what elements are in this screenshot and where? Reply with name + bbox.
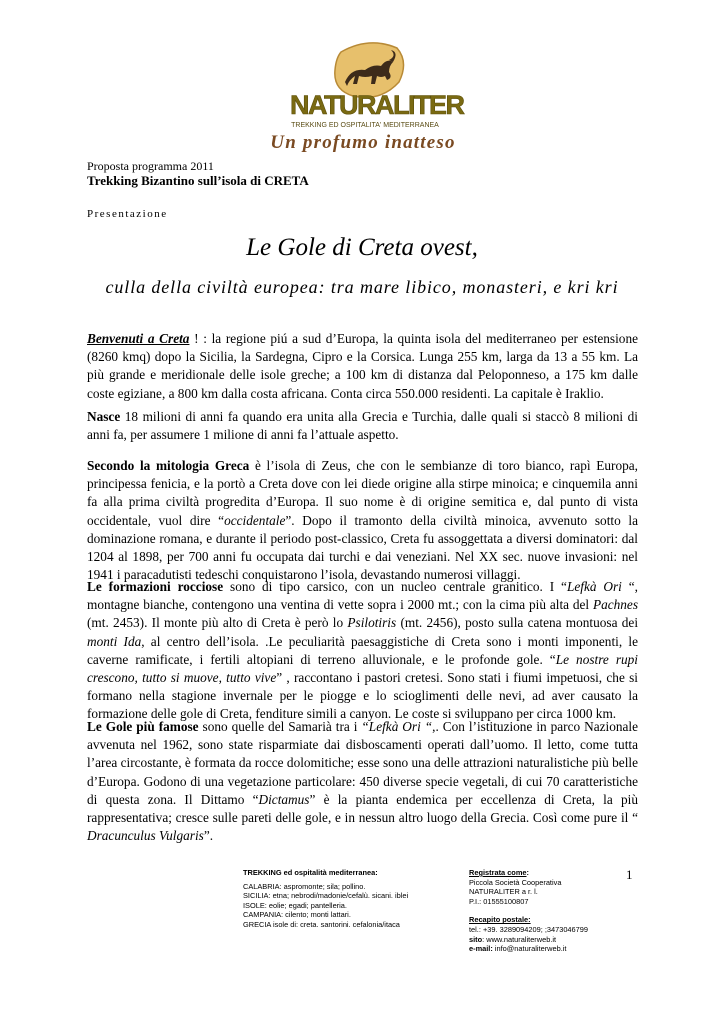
paragraph-formazioni — [87, 578, 638, 724]
text-italic: Dictamus — [258, 791, 310, 807]
paragraph-gole — [87, 718, 638, 845]
text: , al centro dell’isola. .Le peculiarità paesaggistiche di Creta sono i monti imponenti, le caverne ramificate, i fertili altopiani di terreno alluvionale, e le profonde gole. “ — [87, 633, 638, 667]
footer-site-label: sito — [469, 934, 483, 944]
footer-site — [469, 935, 629, 945]
logo-brand: NATURALITER — [290, 90, 464, 120]
text: sono di tipo carsico, con un nucleo centrale granitico. I “ — [223, 579, 567, 594]
text: “, montagne bianche, contengono una ventina di vette sopra i 2000 mt.; con la cima più alta del — [87, 579, 638, 613]
footer-site-link[interactable]: : www.naturaliterweb.it — [482, 934, 557, 944]
section-label: Presentazione — [87, 208, 168, 220]
footer-line: SICILIA: etna; nebrodi/madonie/cefalù. sicani. iblei — [243, 891, 409, 901]
logo-tagline: Un profumo inatteso — [270, 132, 456, 153]
text-italic: Psilotiris — [347, 615, 397, 631]
text: ” è la pianta endemica per eccellenza di Creta, la più rappresentativa; cresce sulle pareti delle gole, e in nessun altro luogo della Grecia. Così come pure il “ — [87, 791, 638, 826]
footer-reg-label: Registrata come — [469, 868, 527, 877]
naturaliter-logo — [268, 42, 468, 152]
lead-gole: Le Gole più famose — [87, 719, 199, 734]
page-subtitle: culla della civiltà europea: tra mare libico, monasteri, e kri kri — [105, 277, 619, 297]
paragraph-benvenuti — [87, 330, 638, 403]
footer-trekking — [243, 868, 458, 930]
footer-line: ISOLE: eolie; egadi; pantelleria. — [243, 900, 347, 910]
page-number: 1 — [626, 867, 633, 882]
program-year: Proposta programma 2011 — [87, 159, 214, 173]
text: è l’isola di Zeus, che con le sembianze di toro bianco, rapì Europa, principessa fenicia, e la portò a Creta dove con lei diede origine alla stirpe minoica; e cinquemila anni fa alla prima civiltà progredita d’Europa. Il suo nome è di origine semitica e, dal punto di vista occidentale, vuol dire “ — [87, 458, 638, 528]
lead-formazioni: Le formazioni rocciose — [87, 579, 224, 594]
footer-contact-title: Recapito postale: — [469, 915, 531, 925]
text-italic: Le nostre rupi crescono, tutto si muove, tutto vive — [87, 651, 638, 686]
text-italic: “Lefkà Ori “ — [361, 719, 433, 734]
footer-line: GRECIA isole di: creta. santorini. cefalonia/itaca — [243, 919, 400, 929]
footer-reg-colon: : — [526, 868, 529, 877]
text: ! : la regione piú a sud d’Europa, la quinta isola del mediterraneo per estensione (8260 kmq) dopo la Sicilia, la Sardegna, Cipro e la Corsica. Lunga 255 km, larga da 13 a 55 km. La più grande e meridionale delle isole greche; a 100 km di distanza dal Peloponneso, a 175 km dalle coste egiziane, a 800 km dalla costa africana. Conta circa 550.000 residenti. La capitale è Iraklio. — [87, 331, 639, 401]
footer-line: CALABRIA: aspromonte; sila; pollino. — [243, 881, 366, 891]
text: ”. — [203, 828, 214, 844]
text: (mt. 2453). Il monte più alto di Creta è però lo — [87, 615, 348, 631]
text: ” , raccontano i pastori cretesi. Sono stati i fiumi impetuosi, che si formano nella stagione invernale per le piogge e lo scioglimenti delle nevi, ad aver causato la formazione delle gole di Creta, fenditure simili a canyon. Le coste si sviluppano per circa 1000 km. — [87, 670, 638, 722]
text: (mt. 2456), posto sulla catena montuosa dei — [396, 615, 639, 631]
program-name: Trekking Bizantino sull’isola di CRETA — [87, 173, 309, 188]
text: ,. Con l’istituzione in parco Nazionale avvenuta nel 1962, sono state risparmiate dai disboscamenti operati dall’uomo. Il letto, come tutta l’area circostante, è formata da rocce dolomitiche; esse sono una delle attrazioni naturalistiche più belle d’Europa. Godono di una vegetazione particolare: 450 diverse specie vegetali, di cui 70 caratteristiche di questa zona. Il Dittamo “ — [87, 719, 638, 807]
footer-line: CAMPANIA: cilento; monti lattari. — [243, 910, 351, 920]
text: ”. Dopo il tramonto della civiltà minoica, avvenuto sotto la dominazione romana, e durante il periodo post-classico, Creta fu assoggettata a diversi dominatori: dal 1204 al 1898, per 700 anni fu occupata dai turchi e dai veneziani. Nel XX sec. nuove invasioni: nel 1941 i paracadutisti tedeschi conquistarono l’isola, devastando numerosi villaggi. — [87, 512, 638, 583]
footer-email — [469, 944, 629, 954]
footer-email-label: e-mail: — [469, 944, 493, 954]
paragraph-mitologia — [87, 457, 638, 584]
page-title: Le Gole di Creta ovest, — [246, 234, 478, 261]
footer-registration-title — [469, 868, 629, 878]
logo-subtitle: TREKKING ED OSPITALITA' MEDITERRANEA — [291, 122, 439, 129]
text-italic: occidentale — [224, 512, 286, 528]
text: sono quelle del Samarià tra i — [198, 719, 362, 734]
text-italic: monti Ida — [87, 633, 142, 649]
text: 18 milioni di anni fa quando era unita alla Grecia e Turchia, dalle quali si staccò 8 milioni di anni fa, per assumere 1 milione di anni fa l’attuale aspetto. — [87, 409, 638, 443]
footer-line: P.I.: 01555100807 — [469, 896, 529, 906]
footer-trekking-title: TREKKING ed ospitalità mediterranea: — [243, 868, 378, 877]
paragraph-nasce — [87, 408, 638, 444]
text-italic: Dracunculus Vulgaris — [87, 828, 204, 844]
text-italic: Lefkà Ori — [566, 579, 622, 594]
footer-email-link[interactable]: info@naturaliterweb.it — [492, 944, 567, 954]
lead-benvenuti: Benvenuti a Creta — [87, 331, 190, 346]
footer-line: NATURALITER a r. l. — [469, 887, 538, 897]
lead-nasce: Nasce — [87, 409, 121, 424]
footer-contacts — [469, 868, 629, 954]
footer-tel: tel.: +39. 3289094209; ;3473046799 — [469, 924, 588, 934]
text-italic: Pachnes — [592, 597, 638, 613]
footer-line: Piccola Società Cooperativa — [469, 877, 562, 887]
lead-mitologia: Secondo la mitologia Greca — [87, 458, 250, 473]
